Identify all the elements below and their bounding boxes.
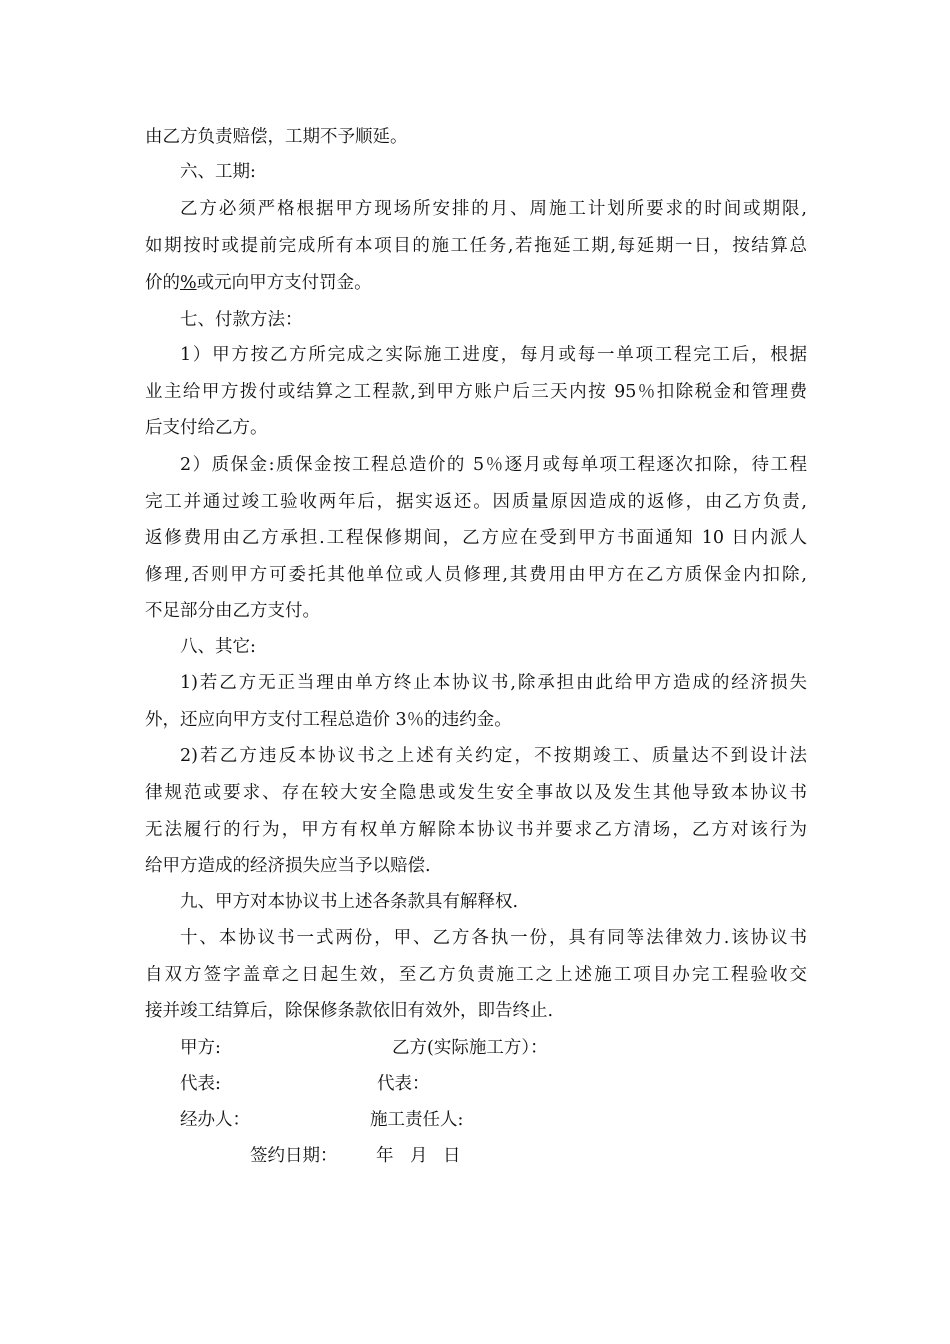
paragraph-line (145, 270, 807, 296)
paragraph-line: 返修费用由乙方承担.工程保修期间，乙方应在受到甲方书面通知 10 日内派人 (145, 528, 807, 548)
representative-a-label: 代表: (180, 1074, 221, 1094)
date-year: 年 (376, 1146, 394, 1166)
construction-lead-label: 施工责任人: (370, 1110, 464, 1130)
paragraph-line: 后支付给乙方。 (145, 418, 268, 438)
paragraph-line: 修理,否则甲方可委托其他单位或人员修理,其费用由甲方在乙方质保金内扣除, (145, 565, 807, 585)
representative-b-label: 代表： (377, 1074, 430, 1094)
percent-blank: % (180, 273, 197, 293)
paragraph-line: 1)若乙方无正当理由单方终止本协议书,除承担由此给甲方造成的经济损失 (180, 673, 807, 693)
paragraph-line: 外，还应向甲方支付工程总造价 3％的违约金。 (145, 710, 512, 730)
paragraph-line: 业主给甲方拨付或结算之工程款,到甲方账户后三天内按 95％扣除税金和管理费 (145, 382, 807, 402)
date-day: 日 (443, 1146, 461, 1166)
paragraph-line: 2）质保金:质保金按工程总造价的 5％逐月或每单项工程逐次扣除，待工程 (180, 455, 807, 475)
section-heading-schedule: 六、工期: (180, 162, 256, 182)
paragraph-line: 完工并通过竣工验收两年后，据实返还。因质量原因造成的返修，由乙方负责, (145, 492, 807, 512)
paragraph-line: 十、本协议书一式两份，甲、乙方各执一份，具有同等法律效力.该协议书 (180, 928, 807, 948)
paragraph-line: 律规范或要求、存在较大安全隐患或发生安全事故以及发生其他导致本协议书 (145, 783, 807, 803)
paragraph-line: 1）甲方按乙方所完成之实际施工进度，每月或每一单项工程完工后，根据 (180, 345, 807, 365)
section-heading-other: 八、其它: (180, 637, 256, 657)
signing-date-label: 签约日期： (250, 1146, 338, 1166)
party-a-label: 甲方: (180, 1038, 221, 1058)
text-fragment: 价的 (145, 273, 180, 293)
paragraph-line: 给甲方造成的经济损失应当予以赔偿. (145, 856, 431, 876)
paragraph-line: 如期按时或提前完成所有本项目的施工任务,若拖延工期,每延期一日，按结算总 (145, 236, 807, 256)
paragraph-line: 自双方签字盖章之日起生效，至乙方负责施工之上述施工项目办完工程验收交 (145, 965, 807, 985)
paragraph-line: 2)若乙方违反本协议书之上述有关约定，不按期竣工、质量达不到设计法 (180, 746, 807, 766)
paragraph-line: 无法履行的行为，甲方有权单方解除本协议书并要求乙方清场，乙方对该行为 (145, 820, 807, 840)
handler-label: 经办人： (180, 1110, 250, 1130)
paragraph-line: 乙方必须严格根据甲方现场所安排的月、周施工计划所要求的时间或期限, (180, 199, 807, 219)
paragraph-line: 接并竣工结算后，除保修条款依旧有效外，即告终止. (145, 1001, 554, 1021)
date-month: 月 (410, 1146, 428, 1166)
paragraph-line: 由乙方负责赔偿，工期不予顺延。 (145, 127, 408, 147)
text-fragment: 或元向甲方支付罚金。 (196, 273, 372, 293)
paragraph-line: 不足部分由乙方支付。 (145, 601, 320, 621)
section-heading-payment: 七、付款方法： (180, 310, 303, 330)
party-b-label: 乙方(实际施工方）： (392, 1038, 548, 1058)
section-heading-interpretation: 九、甲方对本协议书上述各条款具有解释权. (180, 892, 519, 912)
